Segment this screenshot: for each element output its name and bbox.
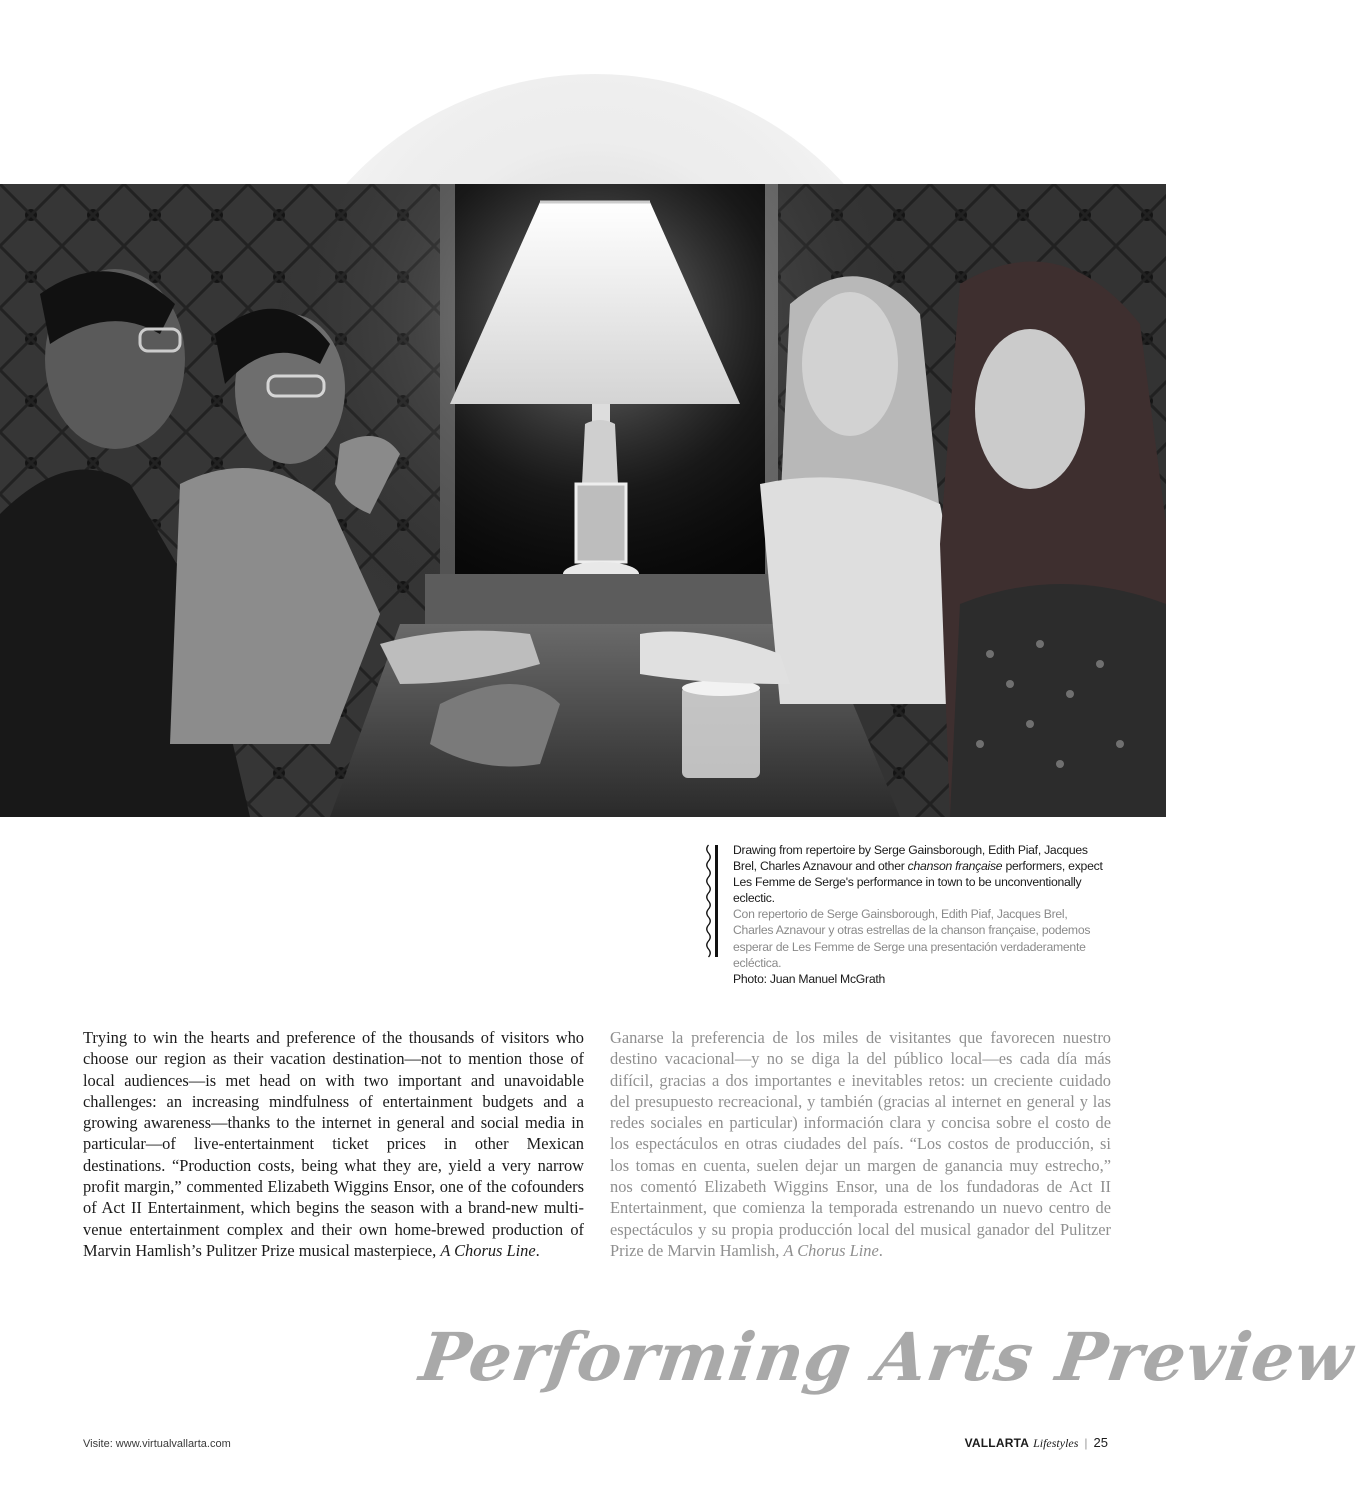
page-number: 25 <box>1093 1435 1108 1450</box>
caption-spanish: Con repertorio de Serge Gainsborough, Edith Piaf, Jacques Brel, Charles Aznavour y otras estrellas de la chanson française, podemos esperar de Les Femme de Serge una presentación verdaderamente ecléctica. <box>733 907 1091 970</box>
photo-illustration <box>0 184 1166 817</box>
footer-separator: | <box>1084 1436 1088 1450</box>
article-photo <box>0 184 1166 817</box>
footer-brand-page <box>965 1435 1108 1451</box>
caption-english: Drawing from repertoire by Serge Gainsborough, Edith Piaf, Jacques Brel, Charles Aznavour and other chanson française performers, expect Les Femme de Serge's performance in town to be unconventionally eclectic. <box>733 843 1103 906</box>
body-english: Trying to win the hearts and preference of the thousands of visitors who choose our region as their vacation destination—not to mention those of local audiences—is met head on with two important and unavoidable challenges: an increasing mindfulness of entertainment budgets and a growing awareness—thanks to the internet in general and social media in particular—of live-entertainment ticket prices in other Mexican destinations. “Production costs, being what they are, yield a very narrow profit margin,” commented Elizabeth Wiggins Ensor, one of the cofounders of Act II Entertainment, which begins the season with a brand-new multi-venue entertainment complex and their own home-brewed production of Marvin Hamlish’s Pulitzer Prize musical masterpiece, A Chorus Line. <box>83 1028 584 1260</box>
section-title: Performing Arts Preview <box>415 1318 1358 1396</box>
caption-bar <box>715 845 718 957</box>
magazine-subtitle: Lifestyles <box>1033 1436 1079 1450</box>
magazine-name: VALLARTA <box>964 1436 1030 1450</box>
photo-credit: Photo: Juan Manuel McGrath <box>733 971 886 986</box>
photo-caption <box>709 842 1109 987</box>
body-spanish: Ganarse la preferencia de los miles de visitantes que favorecen nuestro destino vacacional—y no se diga la del público local—es cada día más difícil, gracias a dos importantes e inevitables retos: un creciente cuidado del presupuesto recreacional, y también (gracias al internet en general y las redes sociales en particular) información clara y concisa sobre el costo de los espectáculos en otras ciudades del país. “Los costos de producción, si los tomas en cuenta, suelen dejar un margen de ganancia muy estrecho,” nos comentó Elizabeth Wiggins Ensor, una de los fundadoras de Act II Entertainment, que comienza la temporada estrenando un nuevo centro de espectáculos y su propia producción local del musical ganador del Pulitzer Prize de Marvin Hamlish, A Chorus Line. <box>610 1028 1111 1260</box>
footer-website: Visite: www.virtualvallarta.com <box>83 1438 231 1450</box>
caption-wavy-rule <box>705 845 712 957</box>
